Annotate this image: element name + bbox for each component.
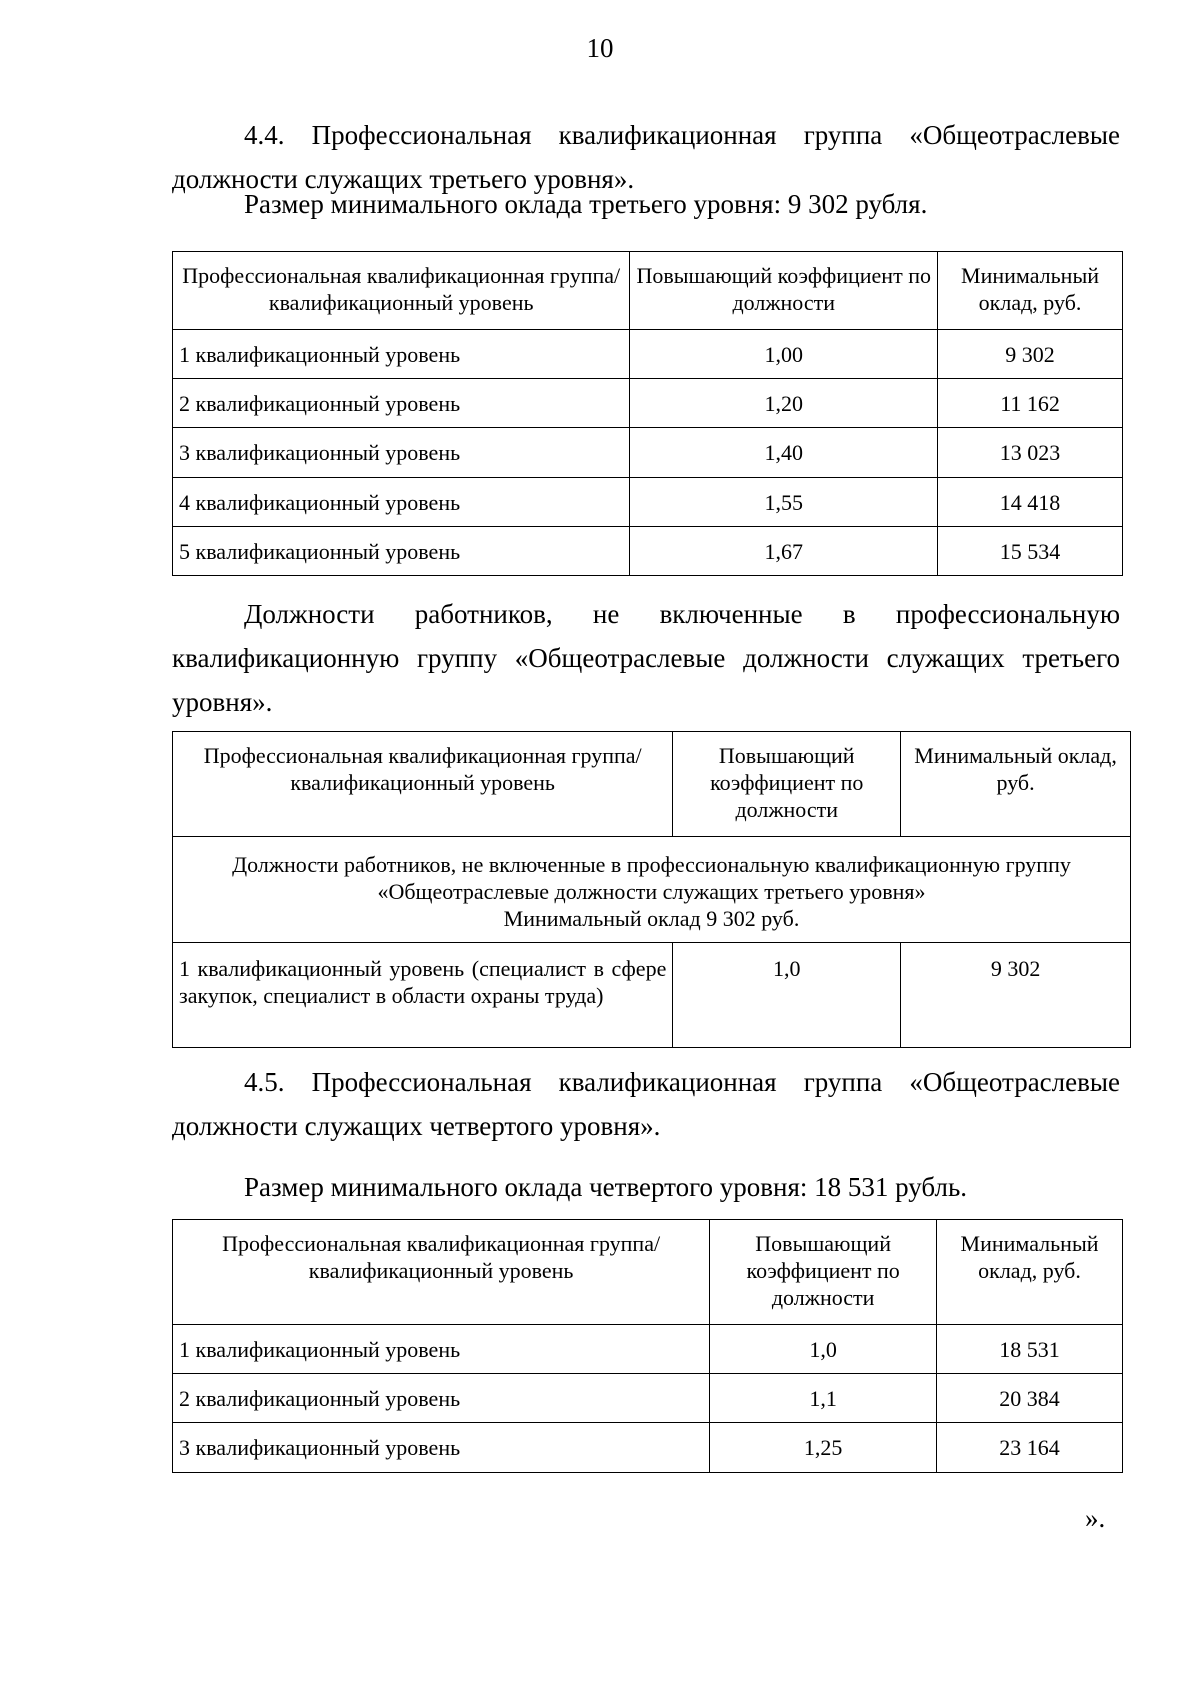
salary-cell: 9 302	[901, 943, 1131, 1048]
coefficient-cell: 1,25	[710, 1423, 937, 1473]
level-cell: 2 квалификационный уровень	[173, 1374, 710, 1423]
header-coefficient: Повышающий коэффициент по должности	[630, 252, 938, 330]
coefficient-cell: 1,55	[630, 478, 938, 527]
salary-cell: 14 418	[938, 478, 1123, 527]
coefficient-cell: 1,00	[630, 330, 938, 379]
table-group-row	[173, 837, 1131, 943]
level-cell: 1 квалификационный уровень	[173, 330, 630, 379]
table-header-row	[173, 252, 1123, 330]
table-header-row	[173, 1220, 1123, 1325]
coefficient-cell: 1,67	[630, 527, 938, 576]
level-cell: 3 квалификационный уровень	[173, 428, 630, 478]
section-4-5-heading: 4.5. Профессиональная квалификационная группа «Общеотраслевые должности служащих четвертого уровня».	[172, 1067, 1120, 1141]
group-description-line: Должности работников, не включенные в профессиональную квалификационную группу	[232, 852, 1071, 877]
header-min-salary: Минимальный оклад, руб.	[938, 252, 1123, 330]
salary-cell: 11 162	[938, 379, 1123, 428]
table-row	[173, 1374, 1123, 1423]
salary-cell: 9 302	[938, 330, 1123, 379]
table-row	[173, 527, 1123, 576]
table-row	[173, 330, 1123, 379]
table-row	[173, 428, 1123, 478]
header-group-level: Профессиональная квалификационная группа/квалификационный уровень	[173, 252, 630, 330]
coefficient-cell: 1,20	[630, 379, 938, 428]
group-description-cell	[173, 837, 1131, 943]
page-number: 10	[586, 33, 614, 63]
salary-cell: 13 023	[938, 428, 1123, 478]
excluded-positions-heading: Должности работников, не включенные в профессиональную квалификационную группу «Общеотраслевые должности служащих третьего уровня».	[172, 599, 1120, 717]
level-cell: 3 квалификационный уровень	[173, 1423, 710, 1473]
group-description-line: «Общеотраслевые должности служащих третьего уровня»	[377, 879, 926, 904]
header-coefficient: Повышающий коэффициент по должности	[710, 1220, 937, 1325]
section-4-5-min-salary: Размер минимального оклада четвертого уровня: 18 531 рубль.	[244, 1172, 968, 1202]
section-4-4-heading: 4.4. Профессиональная квалификационная группа «Общеотраслевые должности служащих третьего уровня».	[172, 120, 1120, 194]
header-min-salary: Минимальный оклад, руб.	[937, 1220, 1123, 1325]
coefficient-cell: 1,0	[673, 943, 901, 1048]
table-row	[173, 1423, 1123, 1473]
level-cell: 1 квалификационный уровень (специалист в сфере закупок, специалист в области охраны труда)	[173, 943, 673, 1048]
table-excluded-positions	[172, 731, 1131, 1048]
header-min-salary: Минимальный оклад, руб.	[901, 732, 1131, 837]
level-cell: 5 квалификационный уровень	[173, 527, 630, 576]
table-row	[173, 379, 1123, 428]
level-cell: 1 квалификационный уровень	[173, 1325, 710, 1374]
header-group-level: Профессиональная квалификационная группа/квалификационный уровень	[173, 732, 673, 837]
table-header-row	[173, 732, 1131, 837]
level-cell: 4 квалификационный уровень	[173, 478, 630, 527]
coefficient-cell: 1,0	[710, 1325, 937, 1374]
salary-cell: 23 164	[937, 1423, 1123, 1473]
salary-cell: 15 534	[938, 527, 1123, 576]
table-row	[173, 478, 1123, 527]
table-row	[173, 943, 1131, 1048]
group-min-salary: Минимальный оклад 9 302 руб.	[503, 906, 800, 931]
table-row	[173, 1325, 1123, 1374]
coefficient-cell: 1,1	[710, 1374, 937, 1423]
header-coefficient: Повышающий коэффициент по должности	[673, 732, 901, 837]
table-fourth-level	[172, 1219, 1123, 1473]
level-cell: 2 квалификационный уровень	[173, 379, 630, 428]
salary-cell: 18 531	[937, 1325, 1123, 1374]
closing-quote-mark: ».	[1085, 1503, 1106, 1533]
header-group-level: Профессиональная квалификационная группа/квалификационный уровень	[173, 1220, 710, 1325]
table-third-level	[172, 251, 1123, 576]
coefficient-cell: 1,40	[630, 428, 938, 478]
section-4-4-min-salary: Размер минимального оклада третьего уровня: 9 302 рубля.	[244, 189, 928, 219]
salary-cell: 20 384	[937, 1374, 1123, 1423]
